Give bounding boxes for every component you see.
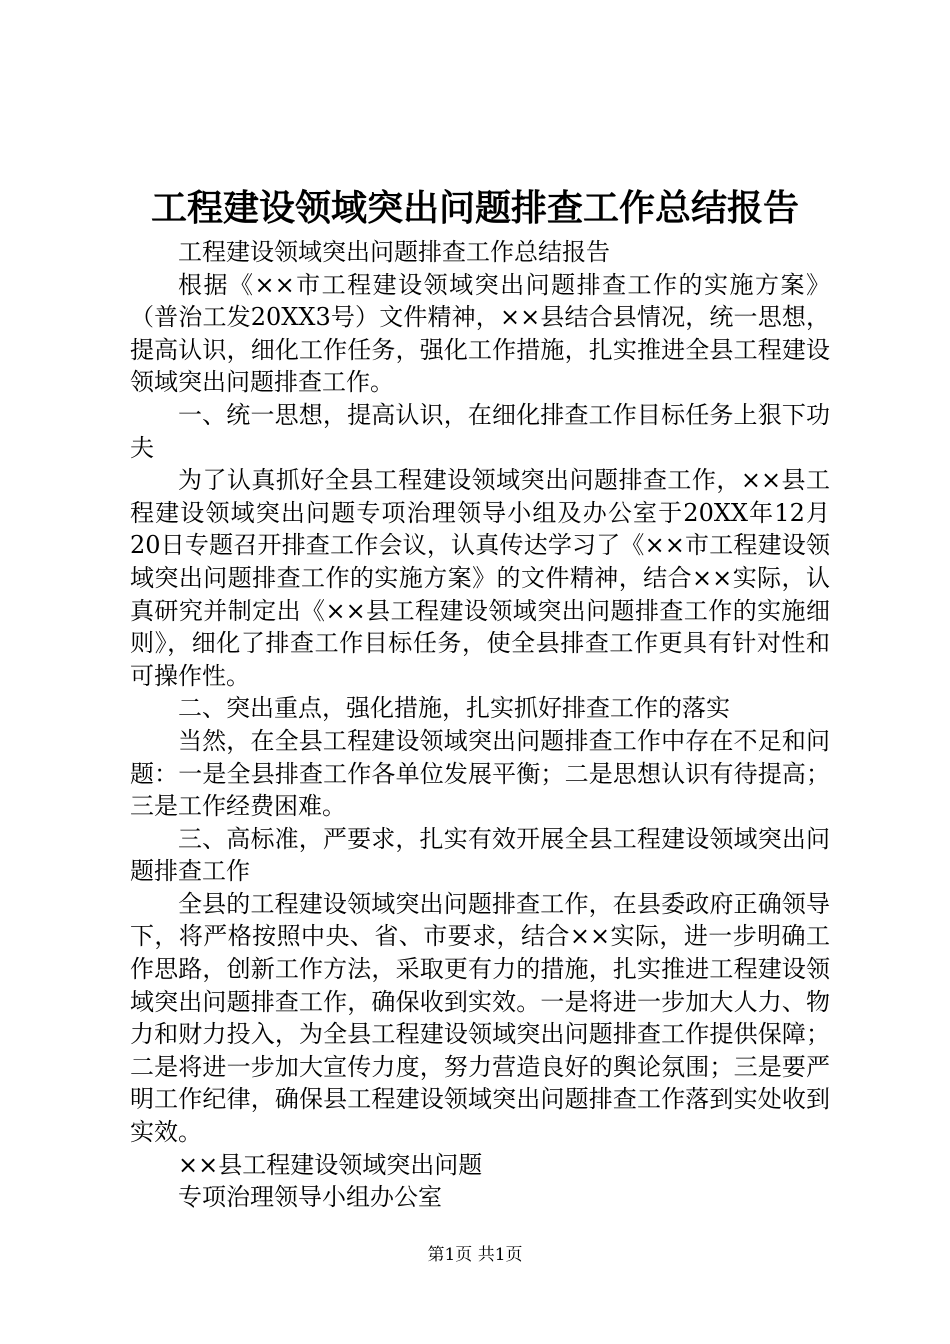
paragraph-section-2: 当然，在全县工程建设领域突出问题排查工作中存在不足和问题：一是全县排查工作各单位发展平衡；二是思想认识有待提高；三是工作经费困难。 [130,726,830,821]
document-body [130,236,830,1214]
section-heading-1: 一、统一思想，提高认识，在细化排查工作目标任务上狠下功夫 [130,400,830,462]
signature-line-1: ××县工程建设领域突出问题 [178,1150,483,1179]
paragraph-section-3: 全县的工程建设领域突出问题排查工作，在县委政府正确领导下，将严格按照中央、省、市要求，结合××实际，进一步明确工作思路，创新工作方法，采取更有力的措施，扎实推进工程建设领域突出问题排查工作，确保收到实效。一是将进一步加大人力、物力和财力投入，为全县工程建设领域突出问题排查工作提供保障；二是将进一步加大宣传力度，努力营造良好的舆论氛围；三是要严明工作纪律，确保县工程建设领域突出问题排查工作落到实处收到实效。 [130,889,830,1147]
signature-line-2: 专项治理领导小组办公室 [178,1183,442,1212]
paragraph-section-1: 为了认真抓好全县工程建设领域突出问题排查工作，××县工程建设领域突出问题专项治理领导小组及办公室于20XX年12月20日专题召开排查工作会议，认真传达学习了《××市工程建设领域突出问题排查工作的实施方案》的文件精神，结合××实际，认真研究并制定出《××县工程建设领域突出问题排查工作的实施细则》，细化了排查工作目标任务，使全县排查工作更具有针对性和可操作性。 [130,466,830,690]
page-footer: 第1页 共1页 [427,1245,523,1265]
section-heading-2: 二、突出重点，强化措施，扎实抓好排查工作的落实 [178,694,730,723]
document-title: 工程建设领域突出问题排查工作总结报告 [150,187,799,229]
section-heading-3: 三、高标准，严要求，扎实有效开展全县工程建设领域突出问题排查工作 [130,824,830,886]
paragraph-intro: 根据《××市工程建设领域突出问题排查工作的实施方案》（普治工发20XX3号）文件精神，××县结合县情况，统一思想，提高认识，细化工作任务，强化工作措施，扎实推进全县工程建设领域突出问题排查工作。 [130,270,830,397]
document-subtitle: 工程建设领域突出问题排查工作总结报告 [178,238,610,266]
